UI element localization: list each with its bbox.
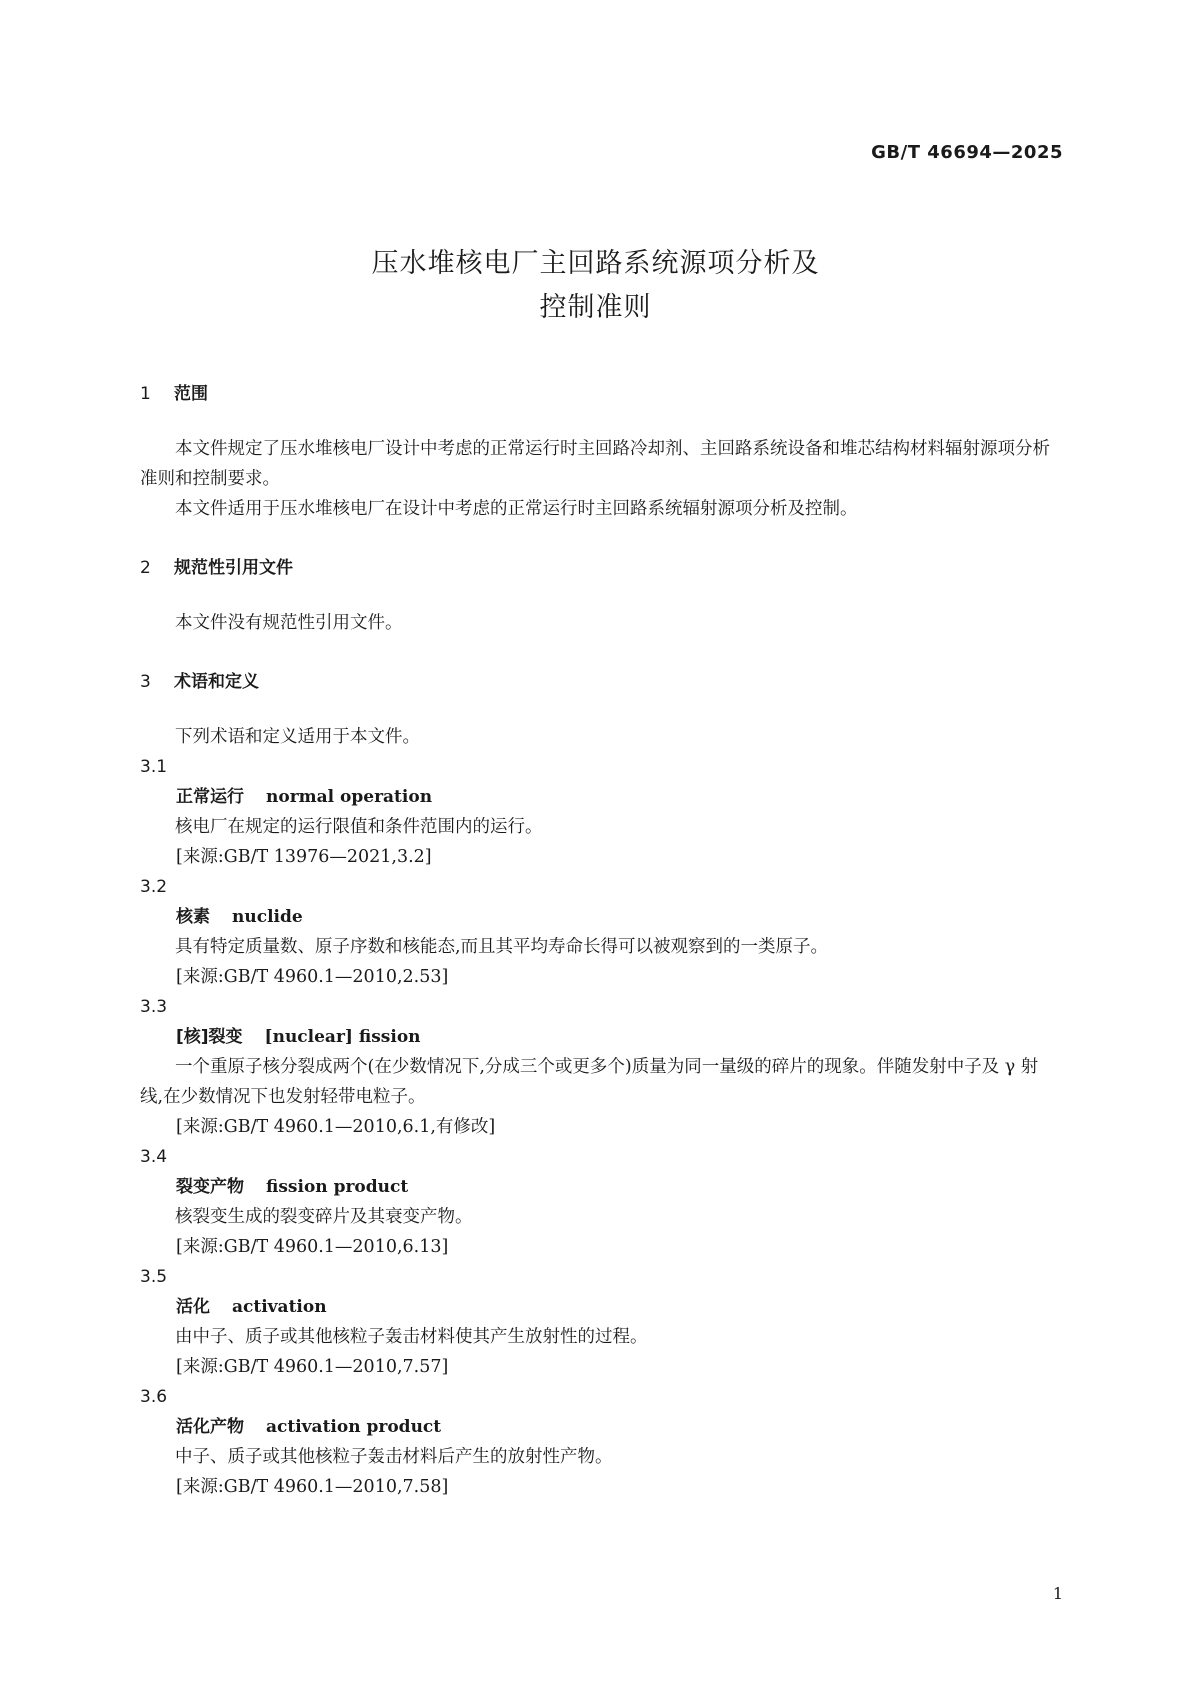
term-source: [来源:GB/T 4960.1—2010,7.57]: [176, 1357, 449, 1377]
term-definition: 核裂变生成的裂变碎片及其衰变产物。: [175, 1207, 473, 1227]
section-number: 3: [140, 672, 151, 692]
term-number: 3.2: [140, 877, 168, 897]
section-heading-refs: [140, 554, 1058, 582]
term-source: [来源:GB/T 4960.1—2010,6.13]: [176, 1237, 449, 1257]
section-heading-terms: [140, 668, 1058, 696]
term-definition: 具有特定质量数、原子序数和核能态,而且其平均寿命长得可以被观察到的一类原子。: [175, 937, 829, 957]
term-name: [140, 1292, 1058, 1322]
term-name: [140, 1022, 1058, 1052]
paragraph: 下列术语和定义适用于本文件。: [175, 727, 420, 747]
term-name: [140, 1412, 1058, 1442]
term-name: [140, 782, 1058, 812]
term-name: [140, 902, 1058, 932]
term-number: 3.6: [140, 1387, 168, 1407]
paragraph: 本文件适用于压水堆核电厂在设计中考虑的正常运行时主回路系统辐射源项分析及控制。: [175, 499, 858, 519]
term-definition: 一个重原子核分裂成两个(在少数情况下,分成三个或更多个)质量为同一量级的碎片的现象。伴随发射中子及 γ 射线,在少数情况下也发射轻带电粒子。: [140, 1057, 1039, 1107]
document-body: [140, 380, 1058, 1502]
term-name: [140, 1172, 1058, 1202]
paragraph: 本文件规定了压水堆核电厂设计中考虑的正常运行时主回路冷却剂、主回路系统设备和堆芯结构材料辐射源项分析准则和控制要求。: [140, 439, 1050, 489]
term-name-en: activation: [232, 1297, 327, 1317]
term-name-zh: 裂变产物: [176, 1177, 244, 1197]
section-heading-scope: [140, 380, 1058, 408]
term-source: [来源:GB/T 4960.1—2010,7.58]: [176, 1477, 449, 1497]
standard-code: GB/T 46694—2025: [871, 142, 1063, 163]
term-name-en: nuclide: [232, 907, 303, 927]
section-title: 术语和定义: [174, 672, 259, 692]
term-number: 3.1: [140, 757, 168, 777]
term-definition: 核电厂在规定的运行限值和条件范围内的运行。: [175, 817, 543, 837]
section-title: 规范性引用文件: [174, 558, 293, 578]
section-title: 范围: [174, 384, 208, 404]
term-name-zh: 活化: [176, 1297, 210, 1317]
term-source: [来源:GB/T 4960.1—2010,6.1,有修改]: [176, 1117, 496, 1137]
section-number: 1: [140, 384, 151, 404]
term-name-en: [nuclear] fission: [264, 1027, 421, 1047]
term-number: 3.3: [140, 997, 168, 1017]
title-line-1: 压水堆核电厂主回路系统源项分析及: [371, 248, 820, 279]
term-source: [来源:GB/T 13976—2021,3.2]: [176, 847, 432, 867]
section-number: 2: [140, 558, 151, 578]
term-name-zh: 活化产物: [176, 1417, 244, 1437]
page-number: 1: [1052, 1584, 1063, 1603]
term-name-en: activation product: [266, 1417, 442, 1437]
term-number: 3.4: [140, 1147, 168, 1167]
term-name-en: fission product: [266, 1177, 409, 1197]
term-definition: 中子、质子或其他核粒子轰击材料后产生的放射性产物。: [175, 1447, 613, 1467]
paragraph: 本文件没有规范性引用文件。: [175, 613, 403, 633]
term-name-en: normal operation: [266, 787, 433, 807]
term-source: [来源:GB/T 4960.1—2010,2.53]: [176, 967, 449, 987]
term-definition: 由中子、质子或其他核粒子轰击材料使其产生放射性的过程。: [175, 1327, 648, 1347]
term-number: 3.5: [140, 1267, 168, 1287]
term-name-zh: 正常运行: [176, 787, 244, 807]
document-title: [0, 242, 1191, 330]
title-line-2: 控制准则: [539, 292, 652, 323]
term-name-zh: 核素: [176, 907, 210, 927]
term-name-zh: [核]裂变: [176, 1027, 243, 1047]
